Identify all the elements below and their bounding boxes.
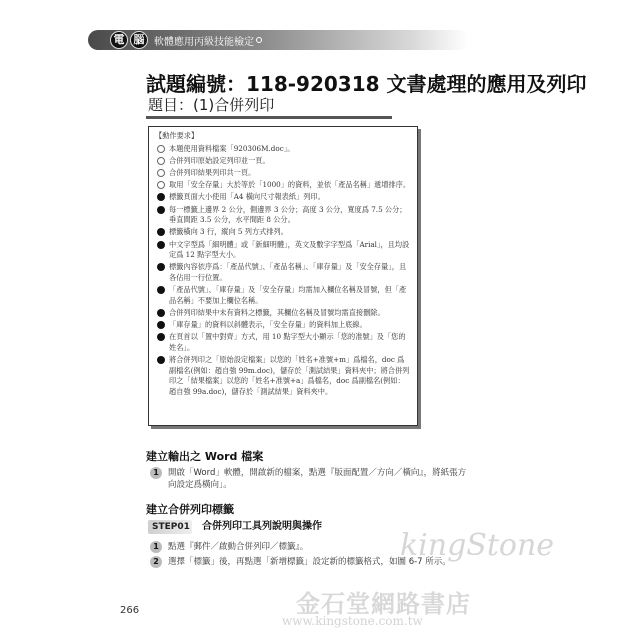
requirement-text: 標籤內容依序爲：「產品代號」、「產品名稱」、「庫存量」及「安全存量」，且各佔用一行位置。	[169, 262, 407, 282]
requirement-item	[155, 156, 411, 167]
requirement-item	[155, 168, 411, 179]
filled-circle-bullet-icon	[157, 206, 165, 214]
requirement-text: 本題使用資料檔案「920306M.doc」。	[169, 143, 295, 153]
requirement-text: 合併列印結果中未有資料之標籤，其欄位名稱及冒號均需直接刪除。	[169, 307, 385, 317]
requirement-text: 合併列印原始設定列印並一頁。	[169, 155, 270, 165]
page-subtitle: 題目：(1)合併列印	[148, 96, 275, 114]
open-circle-bullet-icon	[157, 145, 165, 153]
requirement-item	[155, 262, 411, 283]
watermark-chinese: 金石堂網路書店	[296, 589, 471, 618]
requirement-text: 每一標籤上邊界 2 公分，側邊界 3 公分；高度 3 公分，寬度爲 7.5 公分；垂直間距 3.5 公分，水平間距 8 公分。	[169, 204, 407, 225]
step-badge: STEP01	[148, 520, 192, 534]
open-circle-bullet-icon	[157, 169, 165, 177]
filled-circle-bullet-icon	[157, 263, 165, 271]
requirements-box	[148, 126, 418, 426]
open-circle-bullet-icon	[157, 181, 165, 189]
requirement-text: 在頁首以「置中對齊」方式，用 10 點字型大小顯示「您的准號」及「您的姓名」。	[169, 332, 406, 352]
filled-circle-bullet-icon	[157, 286, 165, 294]
requirement-text: 將合併列印之「原始設定檔案」以您的「姓名+准號+m」爲檔名，doc 爲副檔名(例如：趙自強 99m.doc)，儲存於「測試結果」資料夾中；將合併列印之「結果檔案」以您的「姓名+准號+a」爲檔名，doc 爲副檔名(例如：趙自強 99a.doc)，儲存於「測試結果」資料夾中。	[169, 355, 410, 396]
step-number-badge: 1	[150, 541, 162, 553]
requirement-text: 標籤橫向 3 行，縱向 5 列方式排列。	[169, 227, 288, 237]
filled-circle-bullet-icon	[157, 309, 165, 317]
step-text: 選擇「標籤」後，再點選「新增標籤」設定新的標籤格式，如圖 6-7 所示。	[168, 557, 451, 567]
requirement-item	[155, 240, 411, 261]
open-circle-bullet-icon	[157, 157, 165, 165]
page-number: 266	[120, 605, 140, 616]
watermark-script: kingStone	[400, 528, 555, 563]
requirement-text: 合併列印結果列印共一頁。	[169, 167, 256, 177]
watermark-url: www.kingstone.com.tw	[282, 614, 423, 628]
subtitle-rule	[146, 116, 392, 119]
requirement-item	[155, 192, 411, 203]
requirement-text: 「產品代號」、「庫存量」及「安全存量」均需加入欄位名稱及冒號，但「產品名稱」不要加上欄位名稱。	[169, 285, 407, 305]
filled-circle-bullet-icon	[157, 356, 165, 364]
requirement-item	[155, 285, 411, 306]
requirements-list	[155, 144, 411, 398]
requirement-text: 取用「安全存量」大於等於「1000」的資料，並依「產品名稱」遞增排序。	[169, 180, 411, 190]
header-circle-2: 腦	[130, 31, 148, 49]
step-number-badge: 1	[150, 467, 162, 479]
requirement-item	[155, 205, 411, 226]
chapter-header-bar	[88, 30, 468, 50]
page-title: 試題編號：118-920318 文書處理的應用及列印	[146, 72, 587, 96]
filled-circle-bullet-icon	[157, 321, 165, 329]
step-text: 點選『郵件／啟動合併列印／標籤』。	[168, 542, 309, 552]
requirement-item	[155, 355, 411, 397]
word-section-heading: 建立輸出之 Word 檔案	[146, 450, 264, 463]
requirement-item	[155, 227, 411, 238]
requirement-item	[155, 332, 411, 353]
requirement-text: 標籤頁面大小使用「A4 橫向尺寸報表紙」列印。	[169, 192, 325, 202]
requirement-item	[155, 144, 411, 155]
header-title: 軟體應用丙級技能檢定	[154, 37, 254, 48]
filled-circle-bullet-icon	[157, 228, 165, 236]
requirement-item	[155, 308, 411, 319]
step-title: 合併列印工具列說明與操作	[202, 521, 322, 532]
requirement-text: 「庫存量」的資料以斜體表示，「安全存量」的資料加上底線。	[169, 320, 367, 330]
header-dot-icon	[256, 37, 262, 43]
filled-circle-bullet-icon	[157, 193, 165, 201]
requirement-text: 中文字型爲「細明體」或「新細明體」，英文及數字字型爲「Arial」，且均設定爲 12 點字型大小。	[169, 239, 410, 260]
requirement-item	[155, 180, 411, 191]
requirement-item	[155, 320, 411, 331]
label-section-heading: 建立合併列印標籤	[146, 503, 234, 516]
step-text: 開啟「Word」軟體，開啟新的檔案，點選『版面配置／方向／橫向』，將紙張方向設定爲橫向」。	[168, 468, 467, 490]
step-number-badge: 2	[150, 556, 162, 568]
requirements-heading: 【動作要求】	[155, 131, 199, 140]
filled-circle-bullet-icon	[157, 241, 165, 249]
filled-circle-bullet-icon	[157, 333, 165, 341]
header-circle-1: 電	[110, 31, 128, 49]
